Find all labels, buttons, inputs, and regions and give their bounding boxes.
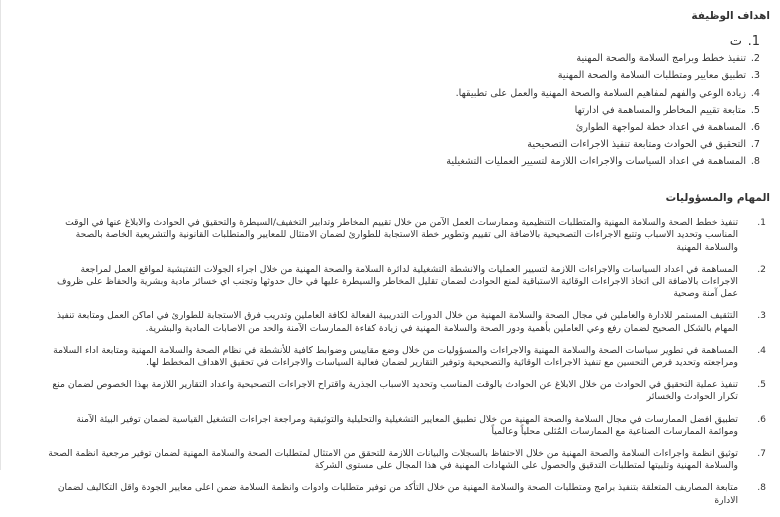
goals-list-item xyxy=(200,67,760,84)
list-number: 3. xyxy=(757,310,766,322)
list-number: 1. xyxy=(747,34,760,49)
list-text: تنفيذ خطط الصحة والسلامة المهنية والمتطلبات التنظيمية وممارسات العمل الآمن من خلال تقييم المخاطر وتدابير التخفيف/السيطرة والتحقيق في الحوادث والابلاغ عنها في الوقت المناسب وتحديد الاسباب وتتبع الاجراءات التصحيحية بالاضافة الى تقييم وتطوير خطة الاستجابة للطوارئ لضمان الامتثال للمعايير والمتطلبات القانونية والتشريعية الخاصة بالصحة والسلامة المهنية xyxy=(65,217,738,253)
list-text: المساهمة في تطوير سياسات الصحة والسلامة المهنية والاجراءات والمسؤوليات من خلال وضع مقاييس وضوابط كافية للأنشطة في نظام الصحة والسلامة المهنية ومتابعة اداء السلامة ومراجعته وتحديد فرص التحسين مع تنفيذ الاجراءات الوقائية والتصحيحية وتوفير التقارير لضمان فعالية السياسات والاجراءات في تحقيق الاهداف المخطط لها. xyxy=(53,344,738,369)
goals-list-item xyxy=(200,153,760,170)
list-number: 6. xyxy=(750,121,760,133)
goals-list-item xyxy=(200,102,760,119)
tasks-list-item xyxy=(46,217,766,254)
tasks-list-item xyxy=(46,448,766,473)
list-text: المساهمة في اعداد خطة لمواجهة الطوارئ xyxy=(575,121,746,133)
list-text: المساهمة في اعداد السياسات والاجراءات اللازمة لتسيير العمليات والانشطة التشغيلية لدائرة السلامة والصحة المهنية من خلال اجراء الجولات التفتيشية لمواقع العمل لمراجعة الاجراءات بالاضافة الى اتخاذ الاجراءات الوقائية الاستباقية لمنع الحوادث لضمان تقليل المخاطر والسيطرة عليها في حال حدوثها وتجنب اي خسائر مادية وبشرية والحفاظ على ظروف عمل آمنة وصحية xyxy=(57,263,738,300)
list-text: توثيق انظمة واجراءات السلامة والصحة المهنية من خلال الاحتفاظ بالسجلات والبيانات اللازمة للتحقق من الامتثال لمتطلبات الصحة والسلامة المهنية لضمان توفير مرجعية انظمة الصحة والسلامة المهنية وتلبيتها لمتطلبات التدقيق والحصول على الشهادات المهنية في هذا المجال على مستوى الشركة xyxy=(48,447,738,472)
list-text: متابعة المصاريف المتعلقة بتنفيذ برامج ومتطلبات الصحة والسلامة المهنية من خلال التأكد من توفير متطلبات وادوات وانظمة السلامة ضمن اعلى معايير الجودة واقل التكاليف لضمان الادارة xyxy=(57,482,738,506)
tasks-list-item xyxy=(46,345,766,370)
tasks-list-item xyxy=(46,414,766,439)
list-text: تنفيذ عملية التحقيق في الحوادث من خلال الابلاغ عن الحوادث بالوقت المناسب وتحديد الاسباب الجذرية واقتراح الاجراءات التصحيحية واعداد التقارير اللازمة بهذا الخصوص لضمان منع تكرار الحوادث والخسائر xyxy=(52,379,738,403)
tasks-list-item xyxy=(46,310,766,335)
goals-list xyxy=(200,33,760,171)
list-text: التحقيق في الحوادث ومتابعة تنفيذ الاجراءات التصحيحية xyxy=(527,139,746,151)
list-text: تنفيذ خطط وبرامج السلامة والصحة المهنية xyxy=(576,53,746,65)
list-number: 4. xyxy=(757,344,766,356)
list-text: التثقيف المستمر للادارة والعاملين في مجال الصحة والسلامة المهنية من خلال الدورات التدريبية الفعالة لكافة العاملين وتدريب فرق الاستجابة للطوارئ في اماكن العمل ومتابعة تنفيذ المهام بالشكل الصحيح لضمان رفع وعي العاملين بأهمية ودور الصحة والسلامة المهنية في زيادة كفاءة الممارسات الآمنة والحد من الاصابات المادية والبشرية. xyxy=(56,310,738,334)
goals-list-item xyxy=(200,119,760,136)
list-number: 2. xyxy=(750,53,760,65)
list-number: 3. xyxy=(750,70,760,82)
goals-list-item xyxy=(200,33,760,50)
goals-list-item xyxy=(200,50,760,67)
list-text: زيادة الوعي والفهم لمفاهيم السلامة والصحة المهنية والعمل على تطبيقها. xyxy=(455,87,746,99)
tasks-heading: المهام والمسؤوليات xyxy=(665,192,770,204)
tasks-list-item xyxy=(46,379,766,404)
list-number: 8. xyxy=(750,156,760,168)
list-number: 2. xyxy=(757,263,766,275)
list-number: 5. xyxy=(757,379,766,391)
list-text: متابعة تقييم المخاطر والمساهمة في ادارتها xyxy=(574,104,746,116)
tasks-list-item xyxy=(46,264,766,301)
list-number: 7. xyxy=(757,447,766,459)
tasks-list-item xyxy=(46,482,766,507)
list-number: 1. xyxy=(757,217,766,228)
left-border xyxy=(0,0,1,470)
list-text: تطبيق معايير ومتطلبات السلامة والصحة المهنية xyxy=(557,70,746,82)
tasks-list xyxy=(46,217,766,517)
goals-list-item xyxy=(200,85,760,102)
goals-heading: اهداف الوظيفة xyxy=(691,10,770,22)
list-number: 5. xyxy=(750,104,760,116)
list-number: 7. xyxy=(750,139,760,151)
list-number: 4. xyxy=(750,87,760,99)
list-number: 6. xyxy=(757,413,766,425)
goals-list-item xyxy=(200,136,760,153)
list-text: المساهمة في اعداد السياسات والاجراءات اللازمة لتسيير العمليات التشغيلية xyxy=(446,156,746,168)
list-text: تطبيق افضل الممارسات في مجال السلامة والصحة المهنية من خلال تطبيق المعايير التشغيلية والتحليلية والتوثيقية ومراجعة اجراءات التشغيل القياسية لضمان توفير البيئة الآمنة وموائمة الممارسات الصناعية مع الممارسات المُثلى محلياً وعالمياً xyxy=(76,413,738,437)
list-number: 8. xyxy=(757,482,766,494)
list-text[interactable]: ت xyxy=(729,34,742,49)
